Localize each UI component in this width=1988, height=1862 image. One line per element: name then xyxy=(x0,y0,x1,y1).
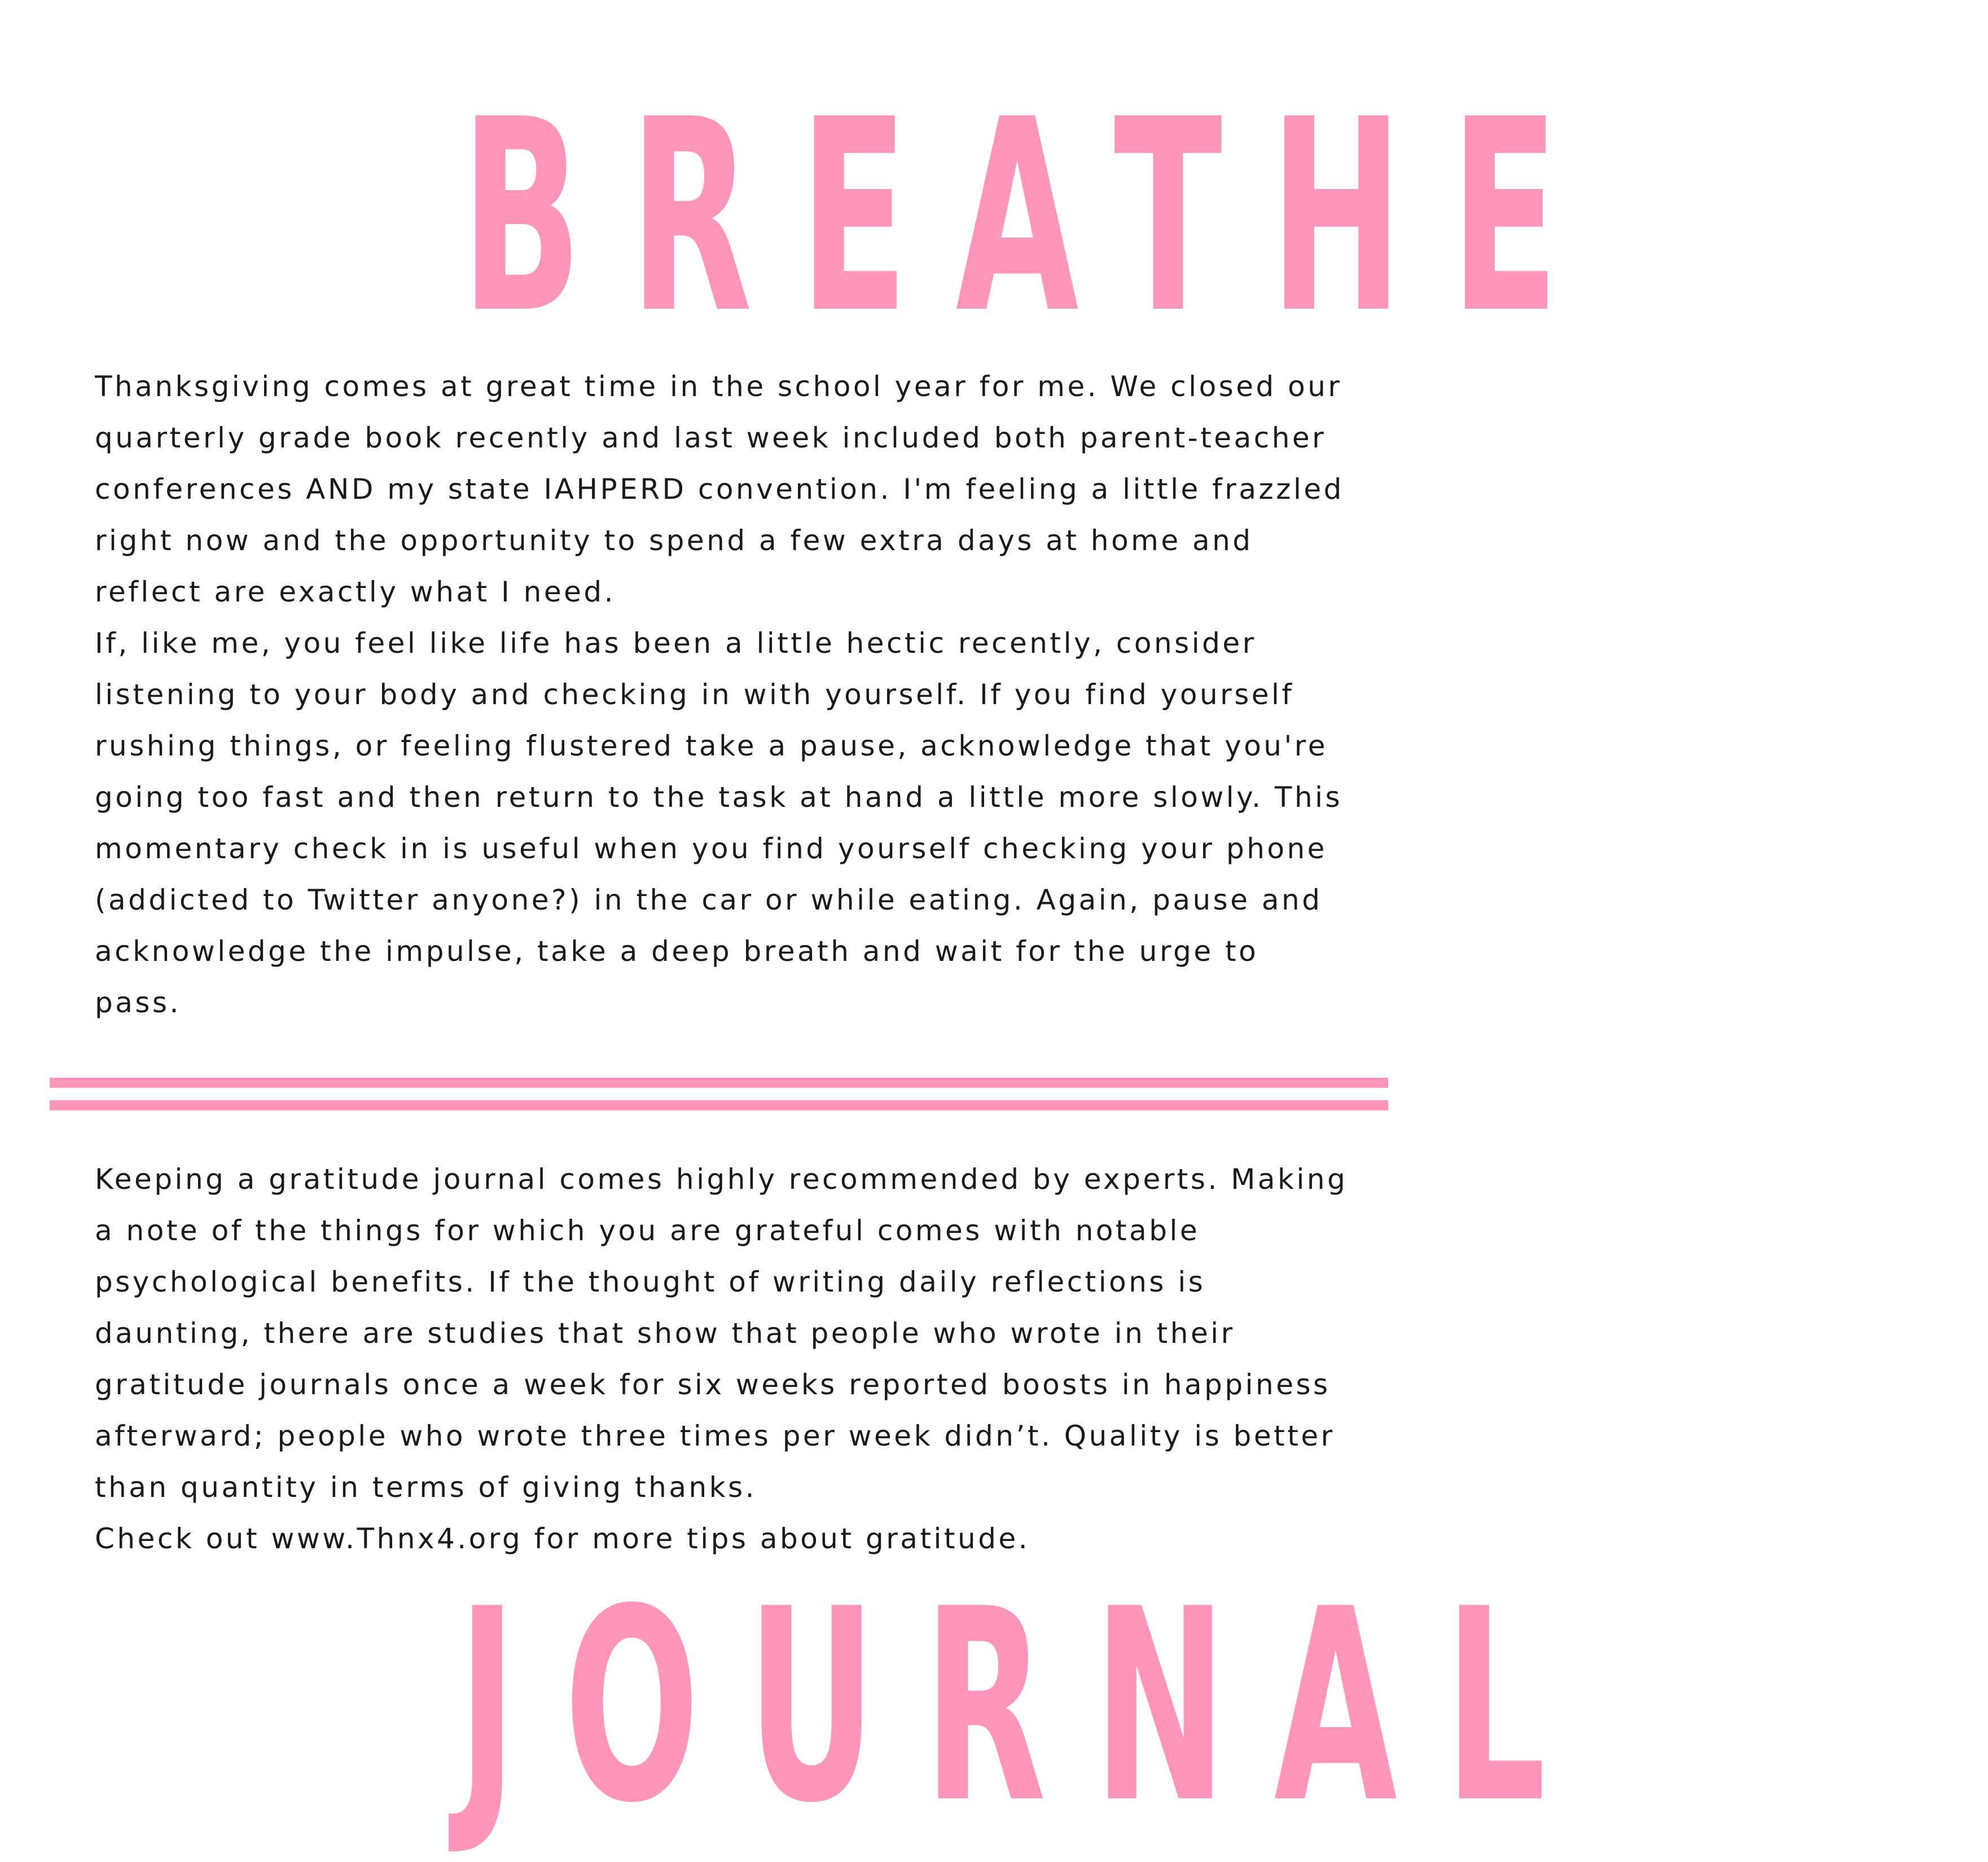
journal-paragraph-1: Keeping a gratitude journal comes highly recommended by experts. Making a note of the things for which you are grateful comes with notable psychological benefits. If the thought of writing daily reflections is daunting, there are studies that show that people who wrote in their gratitude journals once a week for six weeks reported boosts in happiness afterward; people who wrote three times per week didn’t. Quality is better than quantity in terms of giving thanks. xyxy=(95,1163,1348,1504)
breathe-paragraph-2: If, like me, you feel like life has been a little hectic recently, consider listening to your body and checking in with yourself. If you find yourself rushing things, or feeling flustered take a pause, acknowledge that you're going too fast and then return to the task at hand a little more slowly. This momentary check in is useful when you find yourself checking your phone (addicted to Twitter anyone?) in the car or while eating. Again, pause and acknowledge the impulse, take a deep breath and wait for the urge to pass. xyxy=(95,627,1343,1019)
divider-line-upper xyxy=(50,1078,1388,1088)
journal-paragraph-2: Check out www.Thnx4.org for more tips about gratitude. xyxy=(95,1522,1030,1555)
headline-breathe xyxy=(0,63,1607,371)
headline-journal xyxy=(0,1552,1594,1861)
headline-journal-text: JOURNAL xyxy=(457,1552,1594,1861)
headline-breathe-text: BREATHE xyxy=(460,63,1607,371)
journal-body xyxy=(95,1154,1353,1565)
breathe-body xyxy=(95,361,1353,1029)
divider-line-lower xyxy=(50,1100,1388,1110)
breathe-paragraph-1: Thanksgiving comes at great time in the school year for me. We closed our quarterly grade book recently and last week included both parent-teacher conferences AND my state IAHPERD convention. I'm feeling a little frazzled right now and the opportunity to spend a few extra days at home and reflect are exactly what I need. xyxy=(95,370,1344,608)
